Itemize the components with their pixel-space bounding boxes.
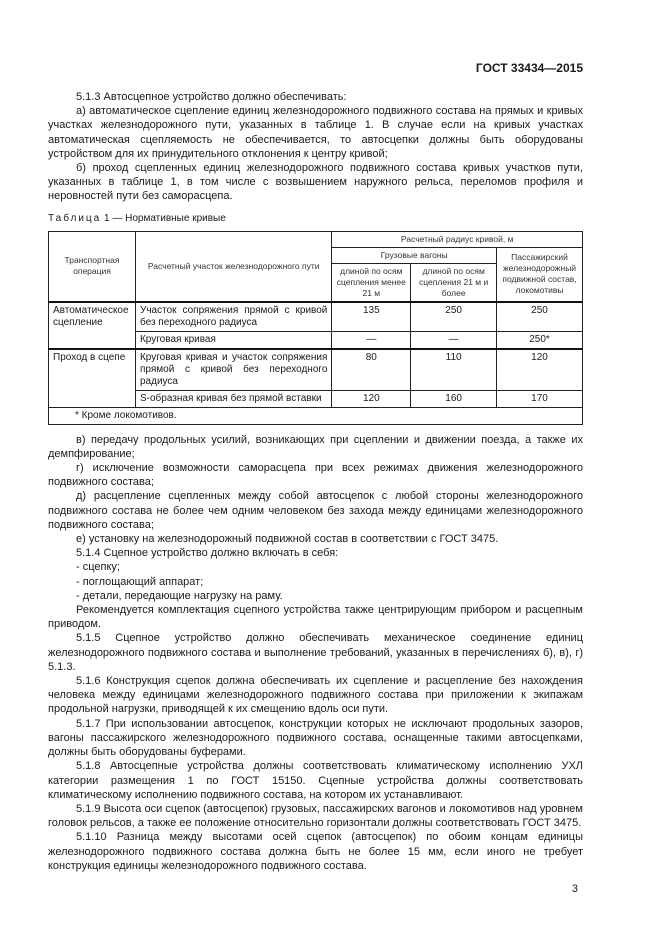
header-operation: Транспортная операция — [49, 231, 136, 302]
cell-value: 120 — [497, 349, 583, 391]
paragraph: а) автоматическое сцепление единиц железнодорожного подвижного состава на прямых и кривых участках железнодорожного пути, указанных в таблице 1. В случае если на кривых участках автоматическая сцепляемость не обеспечивается, то автосцепки должны быть оборудованы устройством для их принудительного отклонения к центру кривой; — [48, 105, 583, 160]
cell-section: Круговая кривая и участок сопряжения прямой с кривой без переходного радиуса — [135, 349, 331, 391]
document-id: ГОСТ 33434—2015 — [475, 61, 583, 75]
paragraph: Рекомендуется комплектация сцепного устройства также центрирующим прибором и расцепным приводом. — [48, 604, 583, 631]
cell-operation: Проход в сцепе — [49, 349, 136, 408]
cell-value: — — [332, 331, 411, 349]
cell-section: Участок сопряжения прямой с кривой без переходного радиуса — [135, 302, 331, 332]
caption-label: Таблица — [48, 212, 102, 224]
cell-value: 110 — [411, 349, 497, 391]
table-row — [49, 349, 583, 391]
list-item: - детали, передающие нагрузку на раму. — [76, 589, 283, 602]
page-number: 3 — [571, 882, 578, 895]
header-freight-long: длиной по осям сцепления 21 м и более — [411, 263, 497, 302]
header-passenger: Пассажирский железнодорожный подвижной состав, локомотивы — [497, 247, 583, 302]
table-caption — [48, 212, 583, 225]
paragraph: г) исключение возможности саморасцепа при всех режимах движения железнодорожного подвижного состава; — [48, 462, 583, 489]
cell-value: 120 — [332, 390, 411, 407]
paragraph: е) установку на железнодорожный подвижной состав в соответствии с ГОСТ 3475. — [76, 533, 499, 546]
list-item: - сцепку; — [76, 561, 120, 574]
paragraph: 5.1.5 Сцепное устройство должно обеспечивать механическое соединение единиц железнодорожного подвижного состава и выполнение требований, указанных в перечислениях б), в), г) 5.1.3. — [48, 632, 583, 673]
paragraph: 5.1.6 Конструкция сцепок должна обеспечивать их сцепление и расцепление без нахождения человека между единицами железнодорожного подвижного состава при приложении к экипажам продольной нагрузки, приводящей к их смещению вдоль оси пути. — [48, 675, 583, 716]
table-row — [49, 302, 583, 332]
section-continued — [48, 433, 583, 873]
header-freight-short: длиной по осям сцепления менее 21 м — [332, 263, 411, 302]
paragraph: д) расцепление сцепленных между собой автосцепок с любой стороны железнодорожного подвижного состава не более чем одним человеком без захода между единицами железнодорожного подвижного состава; — [48, 490, 583, 531]
caption-title: 1 — Нормативные кривые — [101, 212, 226, 224]
cell-value: 135 — [332, 302, 411, 332]
paragraph: 5.1.10 Разница между высотами осей сцепок (автосцепок) по обоим концам единицы железнодорожного подвижного состава должна быть не более 15 мм, если иного не требует конструкция единицы железнодорожного подвижного состава. — [48, 831, 583, 872]
cell-value: 250 — [411, 302, 497, 332]
normative-curves-table — [48, 231, 583, 425]
paragraph: 5.1.8 Автосцепные устройства должны соответствовать климатическому исполнению УХЛ категории размещения 1 по ГОСТ 15150. Сцепные устройства должны соответствовать климатическому исполнению подвижного состава, на котором их устанавливают. — [48, 760, 583, 801]
cell-operation: Автоматическое сцепление — [49, 302, 136, 349]
cell-value: 170 — [497, 390, 583, 407]
cell-value: 160 — [411, 390, 497, 407]
page-body — [48, 90, 583, 895]
cell-value: 80 — [332, 349, 411, 391]
cell-value: — — [411, 331, 497, 349]
table-footnote: * Кроме локомотивов. — [49, 407, 583, 424]
paragraph: 5.1.3 Автосцепное устройство должно обеспечивать: — [76, 91, 347, 103]
section-5-1-3 — [48, 90, 583, 204]
paragraph: 5.1.9 Высота оси сцепок (автосцепок) грузовых, пассажирских вагонов и локомотивов над уровнем головок рельсов, а также ее положение относительно горизонтали должны соответствовать ГОСТ 3475. — [48, 802, 583, 830]
cell-section: S-образная кривая без прямой вставки — [135, 390, 331, 407]
cell-section: Круговая кривая — [135, 331, 331, 349]
cell-value: 250* — [497, 331, 583, 349]
header-radius: Расчетный радиус кривой, м — [332, 231, 583, 247]
paragraph: 5.1.4 Сцепное устройство должно включать в себя: — [76, 547, 339, 560]
list-item: - поглощающий аппарат; — [76, 575, 204, 588]
paragraph: 5.1.7 При использовании автосцепок, конструкции которых не исключают продольных зазоров, вагоны пассажирского железнодорожного подвижного состава, оснащенные такими автосцепками, должны быть оборудованы буферами. — [48, 717, 583, 759]
paragraph: в) передачу продольных усилий, возникающих при сцеплении и движении поезда, а также их демпфирование; — [48, 433, 583, 460]
paragraph: б) проход сцепленных единиц железнодорожного подвижного состава кривых участков пути, указанных в таблице 1, в том числе с возвышением наружного рельса, переломов профиля и неровностей пути без саморасцепа. — [48, 162, 583, 203]
header-freight: Грузовые вагоны — [332, 247, 497, 263]
header-section: Расчетный участок железнодорожного пути — [135, 231, 331, 302]
cell-value: 250 — [497, 302, 583, 332]
